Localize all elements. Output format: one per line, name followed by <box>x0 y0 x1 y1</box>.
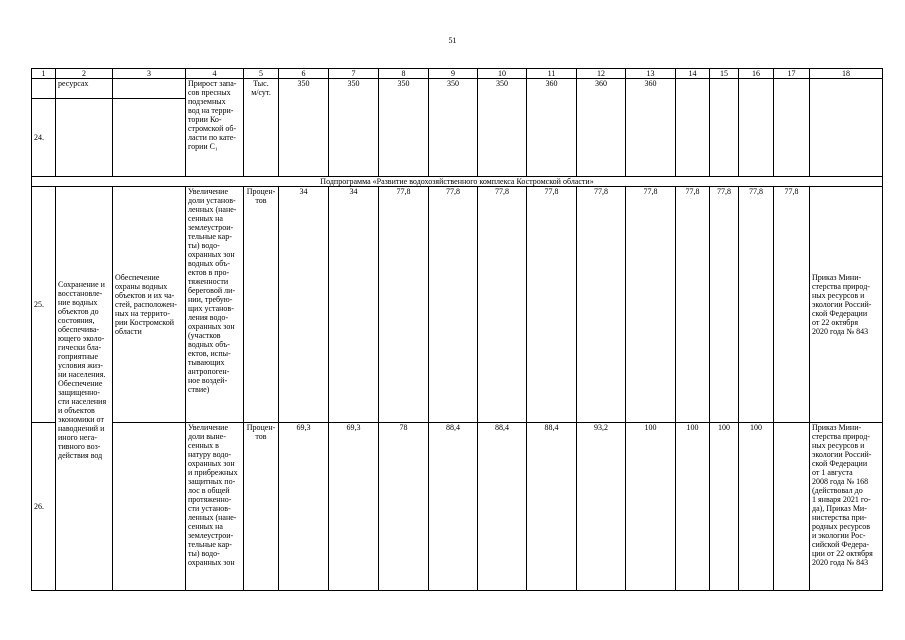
value-25-7: 34 <box>329 187 379 423</box>
basis-25: Приказ Мини- стерства природ- ных ресурсов и экологии Россий- ской Федерации от 22 октября 2020 года № 843 <box>810 187 883 423</box>
value-25-15: 77,8 <box>710 187 739 423</box>
value-24-7: 350 <box>329 79 379 177</box>
column-header-2: 2 <box>56 69 113 79</box>
column-header-11: 11 <box>527 69 577 79</box>
column-header-12: 12 <box>577 69 626 79</box>
column-header-1: 1 <box>32 69 56 79</box>
column-header-13: 13 <box>626 69 676 79</box>
value-24-13: 360 <box>626 79 676 177</box>
basis-26: Приказ Мини- стерства природ- ных ресурсов и экологии Россий- ской Федерации от 1 августа 2008 года № 168 (действовал до 1 января 2021 го- да), Приказ Ми- нистерства при- родных ресурсов и экологии Рос- сийской Федера- ции от 22 октября 2020 года № 843 <box>810 423 883 591</box>
value-26-14: 100 <box>676 423 710 591</box>
column-header-18: 18 <box>810 69 883 79</box>
value-24-8: 350 <box>379 79 429 177</box>
value-25-6: 34 <box>279 187 329 423</box>
subprogram-title: Подпрограмма «Развитие водохозяйственного комплекса Костромской области» <box>32 177 883 187</box>
value-25-10: 77,8 <box>478 187 527 423</box>
column-header-7: 7 <box>329 69 379 79</box>
column-header-16: 16 <box>739 69 774 79</box>
row-number-25: 25. <box>32 187 56 423</box>
prev-goal-cell: ресурсах <box>56 79 113 99</box>
value-26-10: 88,4 <box>478 423 527 591</box>
unit-24: Тыс. м/сут. <box>244 79 279 177</box>
indicator-24: Прирост запа- сов пресных подземных вод на терри- тории Ко- стромской об- ласти по кате- гории С₁ <box>186 79 244 177</box>
value-25-16: 77,8 <box>739 187 774 423</box>
column-header-6: 6 <box>279 69 329 79</box>
value-26-12: 93,2 <box>577 423 626 591</box>
unit-26: Процен- тов <box>244 423 279 591</box>
value-25-12: 77,8 <box>577 187 626 423</box>
value-26-9: 88,4 <box>429 423 478 591</box>
column-header-4: 4 <box>186 69 244 79</box>
task-cell: Сохранение и восстановле- ние водных объектов до состояния, обеспечива- ющего эколо- гически бла- гоприятные условия жиз- ни населения. Обеспечение защищенно- сти населения и объектов экономики от наводнений и иного нега- тивного воз- действия вод <box>56 187 113 591</box>
value-24-12: 360 <box>577 79 626 177</box>
value-25-9: 77,8 <box>429 187 478 423</box>
column-header-17: 17 <box>774 69 810 79</box>
table-row-25 <box>32 187 883 423</box>
row-number-26: 26. <box>32 423 56 591</box>
page-number: 51 <box>448 36 457 45</box>
table-row-26 <box>32 423 883 591</box>
value-26-16: 100 <box>739 423 774 591</box>
value-24-11: 360 <box>527 79 577 177</box>
row-number-24: 24. <box>32 99 56 177</box>
column-header-15: 15 <box>710 69 739 79</box>
column-header-9: 9 <box>429 69 478 79</box>
value-26-13: 100 <box>626 423 676 591</box>
value-24-10: 350 <box>478 79 527 177</box>
column-header-10: 10 <box>478 69 527 79</box>
column-header-3: 3 <box>113 69 186 79</box>
value-26-17 <box>774 423 810 591</box>
table-row-prev <box>32 79 883 99</box>
value-25-17: 77,8 <box>774 187 810 423</box>
value-25-8: 77,8 <box>379 187 429 423</box>
column-header-8: 8 <box>379 69 429 79</box>
header-row <box>32 69 883 79</box>
subprogram-row <box>32 177 883 187</box>
value-26-15: 100 <box>710 423 739 591</box>
value-26-8: 78 <box>379 423 429 591</box>
column-header-14: 14 <box>676 69 710 79</box>
unit-25: Процен- тов <box>244 187 279 423</box>
measure-cell: Обеспечение охраны водных объектов и их ча- стей, расположен- ных на террито- рии Костромской области <box>113 187 186 423</box>
indicator-26: Увеличение доли выне- сенных в натуру водо- охранных зон и прибрежных защитных по- лос в общей протяженно- сти установ- ленных (нане- сенных на землеустрои- тельные кар- ты) водо- охранных зон <box>186 423 244 591</box>
value-26-7: 69,3 <box>329 423 379 591</box>
indicators-table <box>31 68 883 591</box>
value-26-11: 88,4 <box>527 423 577 591</box>
value-24-6: 350 <box>279 79 329 177</box>
value-25-14: 77,8 <box>676 187 710 423</box>
value-24-9: 350 <box>429 79 478 177</box>
value-26-6: 69,3 <box>279 423 329 591</box>
column-header-5: 5 <box>244 69 279 79</box>
indicator-25: Увеличение доли установ- ленных (нане- сенных на землеустрои- тельные кар- ты) водо- охранных зон водных объ- ектов в про- тяженности береговой ли- нии, требую- щих установ- ления водо- охранных зон (участков водных объ- ектов, испы- тывающих антропоген- ное воздей- ствие) <box>186 187 244 423</box>
value-25-11: 77,8 <box>527 187 577 423</box>
value-25-13: 77,8 <box>626 187 676 423</box>
